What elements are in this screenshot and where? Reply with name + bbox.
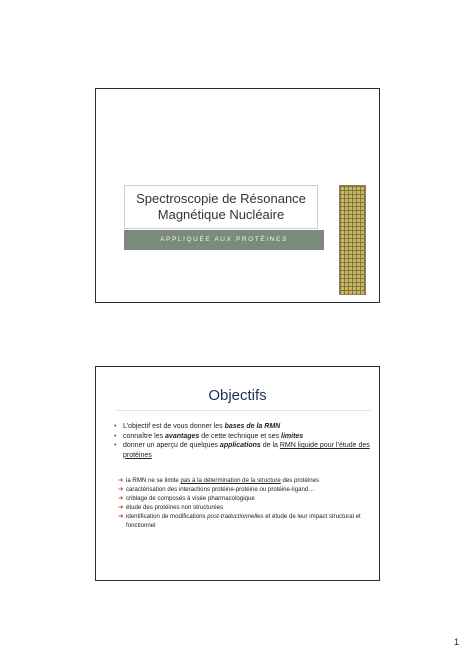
bullet-text: connaître les: [123, 432, 166, 440]
sub-text: et étude de leur impact structural et fonctionnel: [126, 513, 361, 529]
slide-subtitle: APPLIQUÉE AUX PROTÉINES: [124, 230, 324, 250]
sub-text: la RMN ne se limite: [126, 477, 181, 484]
sub-text: identification de modifications: [126, 513, 208, 520]
slide-title-line-2: Magnétique Nucléaire: [157, 207, 285, 222]
bullet-text: de cette technique et ses: [199, 432, 282, 440]
page-number: 1: [454, 637, 460, 647]
title-separator: [116, 410, 371, 411]
arrow-icon: ➔: [118, 495, 124, 502]
bullet-emphasis: applications: [219, 442, 261, 449]
underlined-text: pas à la détermination de la structure: [180, 477, 281, 484]
bullet-list: [114, 422, 374, 460]
bullet-item: [114, 422, 374, 432]
slide-title: Objectifs: [208, 387, 267, 404]
italic-text: post-traductionnelles: [207, 513, 264, 520]
bullet-text: de la: [260, 442, 280, 449]
sub-list: [118, 477, 368, 531]
sub-text: étude des protéines non structurées: [126, 504, 224, 511]
bullet-icon: •: [114, 423, 117, 430]
sub-item: [118, 477, 368, 486]
bullet-icon: •: [114, 432, 117, 440]
sub-text: des protéines: [280, 477, 320, 484]
bullet-text: L’objectif est de vous donner les: [123, 423, 225, 430]
sub-text: caractérisation des interactions protéine-protéine ou protéine-ligand…: [126, 486, 315, 493]
bullet-text: donner un aperçu de quelques: [123, 442, 220, 449]
slide-title-line-1: Spectroscopie de Résonance: [136, 191, 306, 206]
arrow-icon: ➔: [118, 486, 124, 493]
arrow-icon: ➔: [118, 504, 124, 511]
decorative-grid-image: [339, 185, 366, 295]
bullet-item: [114, 441, 374, 460]
bullet-icon: •: [114, 442, 117, 449]
sub-item: [118, 513, 368, 530]
slide-title: [95, 88, 380, 303]
arrow-icon: ➔: [118, 513, 124, 520]
bullet-emphasis: bases de la RMN: [224, 423, 281, 430]
bullet-emphasis: avantages: [165, 432, 200, 440]
bullet-item: [114, 432, 374, 442]
sub-item: [118, 495, 368, 504]
underlined-text: RMN liquide pour l’étude des protéines: [123, 442, 370, 459]
sub-text: criblage de composés à visée pharmacologique: [126, 495, 255, 502]
arrow-icon: ➔: [118, 477, 124, 484]
sub-item: [118, 486, 368, 495]
slide-objectifs: [95, 366, 380, 581]
sub-item: [118, 504, 368, 513]
title-box: [124, 185, 318, 229]
bullet-emphasis: limites: [281, 432, 304, 440]
